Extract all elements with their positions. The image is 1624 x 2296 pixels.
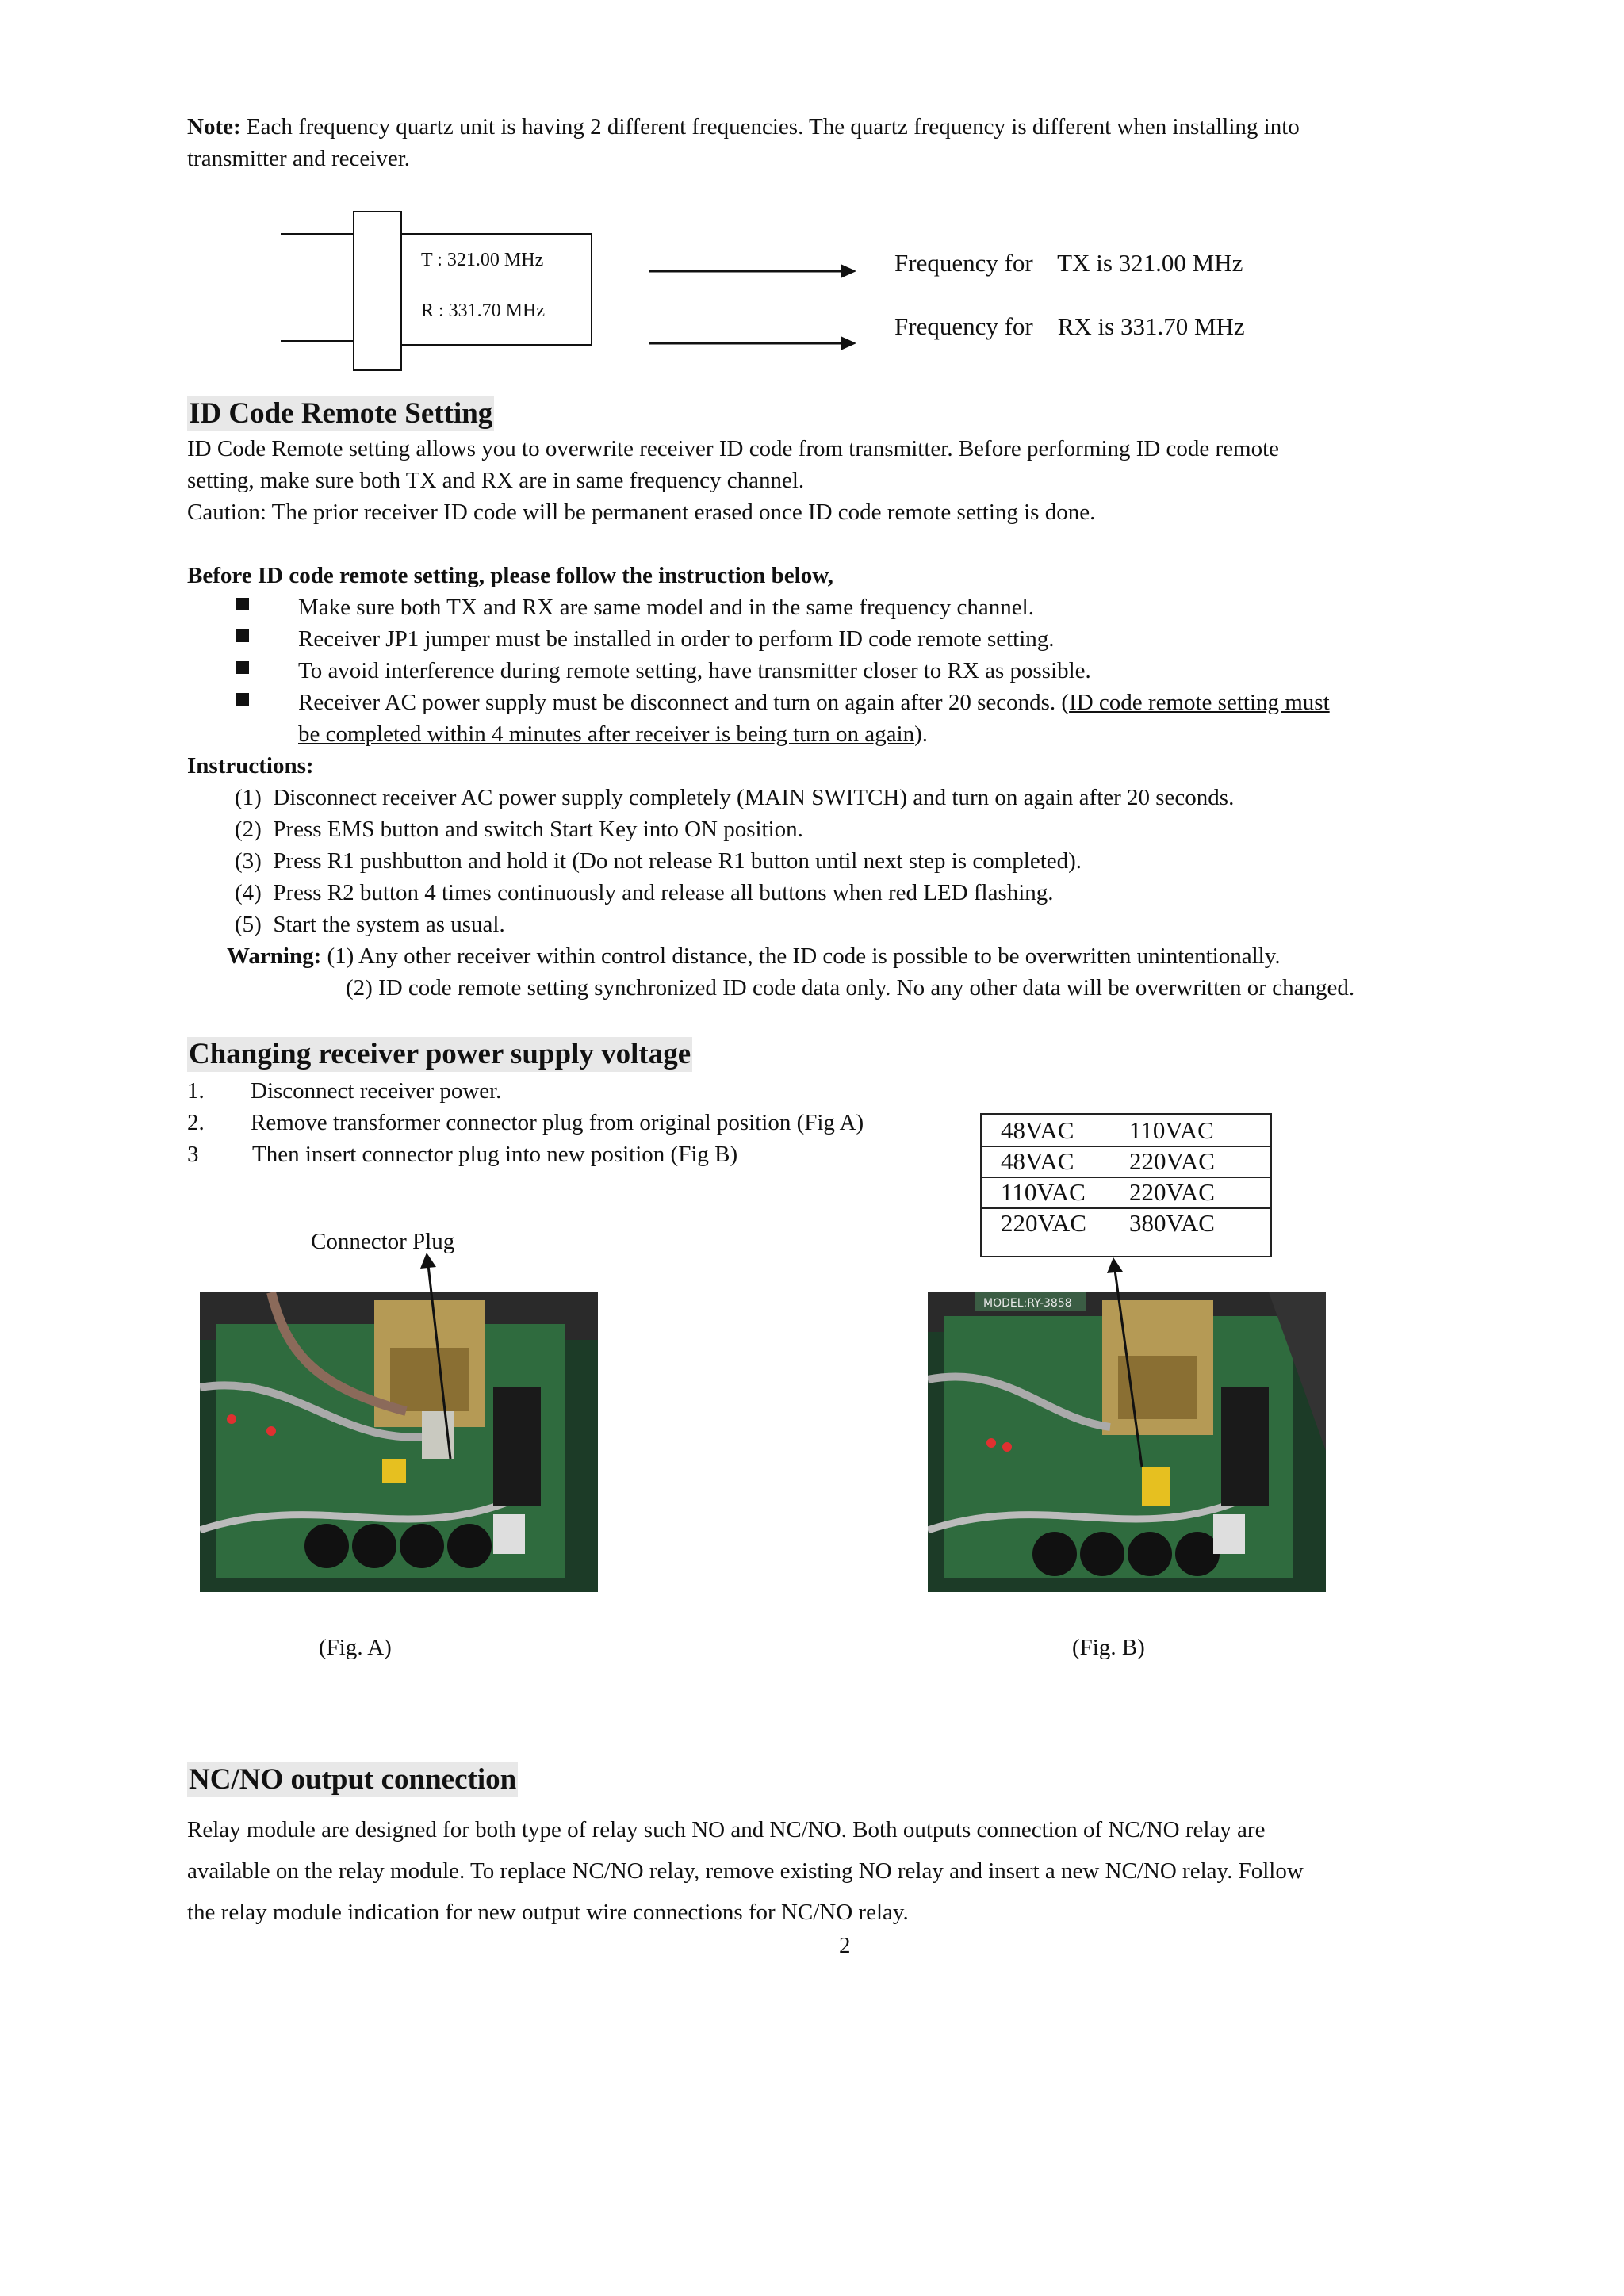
table-cell: 220VAC [1129,1178,1215,1206]
instruction-step: (4) Press R2 button 4 times continuously and release all buttons when red LED flashing. [235,880,1054,905]
instructions-heading: Instructions: [187,753,314,779]
warning-text-2: (2) ID code remote setting synchronized ID code data only. No any other data will be overwritten or changed. [346,975,1355,1001]
voltage-step-num: 3 [187,1142,199,1167]
note-text-cont: transmitter and receiver. [187,146,411,171]
note-text: Each frequency quartz unit is having 2 different frequencies. The quartz frequency is different when installing into [246,114,1300,140]
instruction-step: (3) Press R1 pushbutton and hold it (Do not release R1 button until next step is completed). [235,848,1082,874]
warning-text: (1) Any other receiver within control distance, the ID code is possible to be overwritten unintentionally. [327,943,1281,969]
bullet-item: Receiver JP1 jumper must be installed in order to perform ID code remote setting. [298,626,1055,652]
table-cell: 220VAC [1129,1147,1215,1175]
id-code-heading: ID Code Remote Setting [189,397,493,430]
bullet-item: To avoid interference during remote setting, have transmitter closer to RX as possible. [298,658,1091,683]
id-code-intro-cont: setting, make sure both TX and RX are in same frequency channel. [187,468,805,493]
voltage-step-text: Disconnect receiver power. [251,1078,502,1104]
page-number: 2 [839,1933,851,1958]
rx-frequency-text: Frequency for RX is 331.70 MHz [894,312,1245,340]
instruction-step: (2) Press EMS button and switch Start Key into ON position. [235,817,803,842]
table-cell: 110VAC [1001,1178,1086,1206]
id-code-intro: ID Code Remote setting allows you to overwrite receiver ID code from transmitter. Before performing ID code remote [187,436,1280,461]
table-cell: 48VAC [1001,1116,1074,1144]
ncno-text: Relay module are designed for both type of relay such NO and NC/NO. Both outputs connection of NC/NO relay are [187,1817,1266,1843]
connector-plug-label: Connector Plug [311,1229,455,1254]
warning-label: Warning: [227,943,322,969]
table-cell: 110VAC [1129,1116,1214,1144]
tx-frequency-text: Frequency for TX is 321.00 MHz [894,249,1243,277]
voltage-step-text: Remove transformer connector plug from original position (Fig A) [251,1110,864,1135]
caution-text: Caution: The prior receiver ID code will be permanent erased once ID code remote setting is done. [187,499,1096,525]
arrow-head-icon [420,1253,436,1269]
table-cell: 220VAC [1001,1209,1086,1237]
underlined-text: be completed within 4 minutes after receiver is being turn on again [298,721,915,747]
voltage-step-num: 1. [187,1078,205,1104]
table-cell: 380VAC [1129,1209,1215,1237]
arrow-head-icon [1107,1257,1123,1273]
ncno-text: the relay module indication for new output wire connections for NC/NO relay. [187,1900,909,1925]
underlined-text: ID code remote setting must [1069,690,1330,715]
quartz-r-label: R : 331.70 MHz [421,300,545,321]
fig-a-caption: (Fig. A) [319,1635,392,1660]
voltage-step-text: Then insert connector plug into new position (Fig B) [252,1142,738,1167]
voltage-step-num: 2. [187,1110,205,1135]
table-cell: 48VAC [1001,1147,1074,1175]
bullet-text: ). [914,721,929,747]
before-heading: Before ID code remote setting, please follow the instruction below, [187,563,833,588]
board-model-text: MODEL:RY-3858 [983,1297,1072,1310]
ncno-heading: NC/NO output connection [189,1763,517,1796]
quartz-t-label: T : 321.00 MHz [421,250,544,270]
instruction-step: (1) Disconnect receiver AC power supply completely (MAIN SWITCH) and turn on again after 20 seconds. [235,785,1235,810]
voltage-heading: Changing receiver power supply voltage [189,1038,691,1070]
note-label: Note: [187,114,241,140]
fig-b-caption: (Fig. B) [1072,1635,1145,1660]
ncno-text: available on the relay module. To replace NC/NO relay, remove existing NO relay and insert a new NC/NO relay. Follow [187,1858,1304,1884]
bullet-item: Make sure both TX and RX are same model and in the same frequency channel. [298,595,1034,620]
bullet-text: Receiver AC power supply must be disconnect and turn on again after 20 seconds. ( [298,690,1070,715]
instruction-step: (5) Start the system as usual. [235,912,505,937]
